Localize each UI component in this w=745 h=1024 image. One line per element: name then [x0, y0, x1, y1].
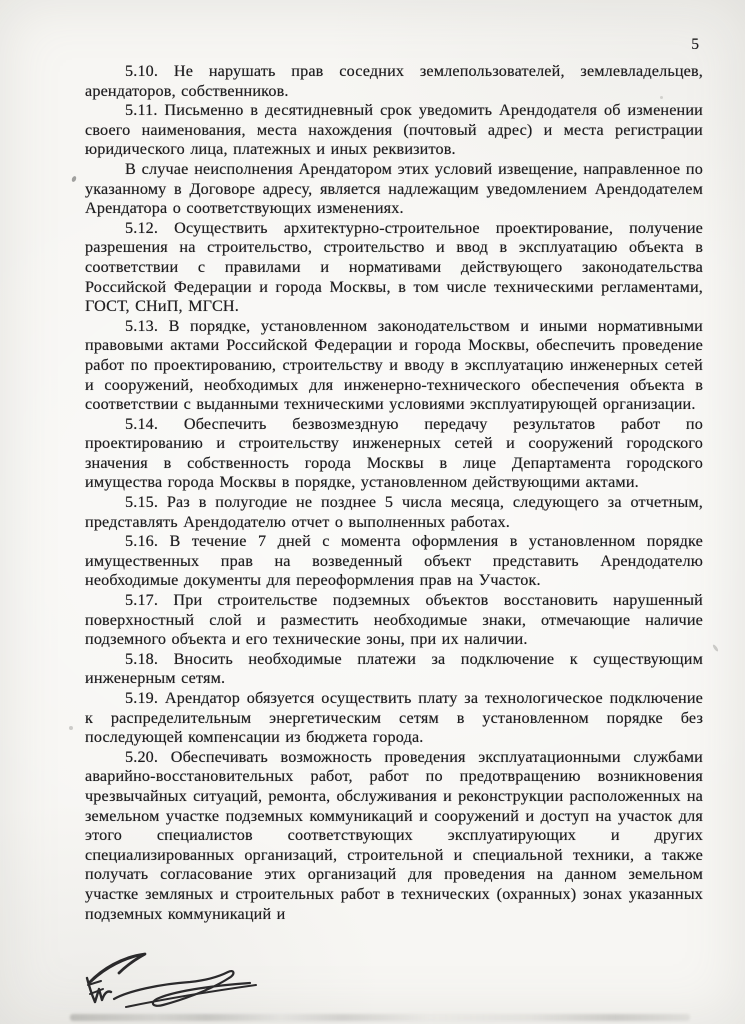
paragraph-5-11: 5.11. Письменно в десятидневный срок уведомить Арендодателя об изменении своего наименования, места нахождения (почтовый адрес) и места регистрации юридического лица, платежных и иных реквизитов. [85, 101, 703, 159]
handwritten-signature-icon [68, 938, 273, 1022]
paragraph-5-10: 5.10. Не нарушать прав соседних землепользователей, землевладельцев, арендаторов, собственников. [85, 62, 703, 100]
scan-speckle [712, 644, 719, 652]
scan-speckle [71, 175, 77, 182]
page-number: 5 [691, 36, 699, 53]
paragraph-5-11-note: В случае неисполнения Арендатором этих условий извещение, направленное по указанному в Договоре адресу, является надлежащим уведомлением Арендодателем Арендатора о соответствующих изменениях. [85, 159, 703, 218]
paragraph-list [85, 62, 703, 924]
paragraph-5-13: 5.13. В порядке, установленном законодательством и иными нормативными правовыми актами Российской Федерации и города Москвы, обеспечить проведение работ по проектированию, строительству и вводу в эксплуатацию инженерных сетей и сооружений, необходимых для инженерно-технического обеспечения объекта в соответствии с выданными техническими условиями эксплуатирующей организации. [85, 316, 703, 414]
paragraph-5-18: 5.18. Вносить необходимые платежи за подключение к существующим инженерным сетям. [85, 649, 703, 688]
paragraph-5-16: 5.16. В течение 7 дней с момента оформления в установленном порядке имущественных прав на возведенный объект представить Арендодателю необходимые документы для переоформления прав на Участок. [85, 532, 703, 590]
paragraph-5-19: 5.19. Арендатор обязуется осуществить плату за технологическое подключение к распределительным энергетическим сетям в установленном порядке без последующей компенсации из бюджета города. [85, 689, 703, 747]
paragraph-5-15: 5.15. Раз в полугодие не позднее 5 числа месяца, следующего за отчетным, представлять Арендодателю отчет о выполненных работах. [85, 493, 703, 531]
scan-speckle [69, 726, 73, 730]
scan-artifact-bottom-edge [70, 1014, 690, 1021]
paragraph-5-12: 5.12. Осуществить архитектурно-строительное проектирование, получение разрешения на строительство, строительство и ввод в эксплуатацию объекта в соответствии с правилами и нормативами действующего законодательства Российской Федерации и города Москвы, в том числе техническими регламентами, ГОСТ, СНиП, МГСН. [85, 218, 703, 316]
paragraph-5-20: 5.20. Обеспечивать возможность проведения эксплуатационными службами аварийно-восстановительных работ, работ по предотвращению возникновения чрезвычайных ситуаций, ремонта, обслуживания и реконструкции расположенных на земельном участке подземных коммуникаций и сооружений и доступ на участок для этого специалистов соответствующих эксплуатирующих и других специализированных организаций, строительной и специальной техники, а также получать согласование этих организаций для проведения на данном земельном участке земляных и строительных работ в технических (охранных) зонах указанных подземных коммуникаций и [85, 747, 703, 923]
paragraph-5-17: 5.17. При строительстве подземных объектов восстановить нарушенный поверхностный слой и разместить необходимые знаки, отмечающие наличие подземного объекта и его технические зоны, при их наличии. [85, 591, 703, 649]
scan-speckle [660, 96, 663, 99]
paragraph-5-14: 5.14. Обеспечить безвозмездную передачу результатов работ по проектированию и строительству инженерных сетей и сооружений городского значения в собственность города Москвы в лице Департамента городского имущества города Москвы в порядке, установленном действующими актами. [85, 414, 703, 492]
